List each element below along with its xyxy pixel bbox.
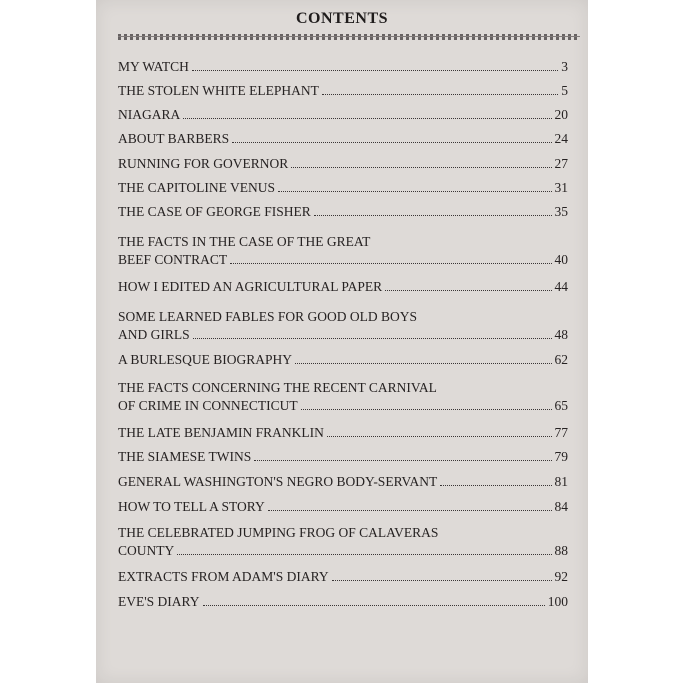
- toc-entry-title: THE CAPITOLINE VENUS: [118, 180, 275, 195]
- dot-leader: [192, 58, 558, 71]
- toc-entry-title: HOW I EDITED AN AGRICULTURAL PAPER: [118, 279, 383, 294]
- toc-entry-title: THE CELEBRATED JUMPING FROG OF CALAVERAS: [118, 525, 439, 540]
- dot-leader: [301, 397, 552, 410]
- toc-page-number: 48: [554, 327, 568, 342]
- toc-entry: [118, 424, 568, 442]
- page-title: CONTENTS: [295, 10, 389, 27]
- dot-leader: [327, 424, 552, 437]
- dot-leader: [314, 203, 552, 216]
- dot-leader: [203, 593, 545, 606]
- toc-entry-title: THE SIAMESE TWINS: [118, 449, 252, 464]
- toc-entry-title: GENERAL WASHINGTON'S NEGRO BODY-SERVANT: [118, 474, 438, 489]
- toc-entry-title: THE CASE OF GEORGE FISHER: [118, 204, 311, 219]
- dot-leader: [230, 251, 551, 264]
- toc-entry: [118, 473, 568, 491]
- toc-entry: [118, 106, 568, 124]
- toc-page-number: 5: [561, 83, 568, 98]
- toc-entry-title: EXTRACTS FROM ADAM'S DIARY: [118, 569, 329, 584]
- toc-entry-title: RUNNING FOR GOVERNOR: [118, 156, 289, 171]
- toc-entry-title: ABOUT BARBERS: [118, 131, 230, 146]
- toc-entry-title: COUNTY: [118, 543, 175, 558]
- toc-entry: [118, 351, 568, 369]
- decorative-rule: [118, 34, 580, 40]
- toc-page-number: 88: [554, 543, 568, 558]
- toc-entry: [118, 179, 568, 197]
- dot-leader: [254, 448, 551, 461]
- toc-entry: [118, 233, 568, 269]
- dot-leader: [332, 568, 552, 581]
- dot-leader: [322, 82, 558, 95]
- toc-entry: [118, 278, 568, 296]
- dot-leader: [177, 542, 551, 555]
- dot-leader: [440, 473, 551, 486]
- toc-page-number: 100: [547, 594, 568, 609]
- toc-page-number: 65: [554, 398, 568, 413]
- toc-entry-title: OF CRIME IN CONNECTICUT: [118, 398, 298, 413]
- toc-entry: [118, 498, 568, 516]
- toc-page-number: 92: [554, 569, 568, 584]
- toc-entry: [118, 524, 568, 560]
- toc-page-number: 31: [554, 180, 568, 195]
- toc-page-number: 79: [554, 449, 568, 464]
- toc-page-number: 35: [554, 204, 568, 219]
- dot-leader: [385, 278, 551, 291]
- toc-entry-title: MY WATCH: [118, 59, 189, 74]
- dot-leader: [193, 326, 552, 339]
- toc-entry-title: THE FACTS IN THE CASE OF THE GREAT: [118, 234, 371, 249]
- dot-leader: [278, 179, 552, 192]
- dot-leader: [295, 351, 551, 364]
- toc-page-number: 3: [561, 59, 568, 74]
- toc-entry: [118, 379, 568, 415]
- toc-entry: [118, 82, 568, 100]
- toc-entry: [118, 448, 568, 466]
- toc-page-number: 20: [554, 107, 568, 122]
- toc-page-number: 62: [554, 352, 568, 367]
- toc-page-number: 27: [554, 156, 568, 171]
- toc-entry-title: EVE'S DIARY: [118, 594, 200, 609]
- toc-entry: [118, 130, 568, 148]
- toc-entry-title: THE FACTS CONCERNING THE RECENT CARNIVAL: [118, 380, 437, 395]
- toc-entry-title: THE STOLEN WHITE ELEPHANT: [118, 83, 319, 98]
- toc-page-number: 40: [554, 252, 568, 267]
- dot-leader: [232, 130, 551, 143]
- toc-entry-title: SOME LEARNED FABLES FOR GOOD OLD BOYS: [118, 309, 418, 324]
- toc-page-number: 77: [554, 425, 568, 440]
- toc-entry: [118, 155, 568, 173]
- toc-page-number: 24: [554, 131, 568, 146]
- toc-page-number: 81: [554, 474, 568, 489]
- toc-entry-title: BEEF CONTRACT: [118, 252, 228, 267]
- toc-entry-title: AND GIRLS: [118, 327, 190, 342]
- dot-leader: [268, 498, 552, 511]
- toc-entry: [118, 58, 568, 76]
- toc-entry: [118, 308, 568, 344]
- toc-entry: [118, 203, 568, 221]
- toc-entry: [118, 568, 568, 586]
- toc-entry-title: THE LATE BENJAMIN FRANKLIN: [118, 425, 324, 440]
- toc-entry: [118, 593, 568, 611]
- dot-leader: [183, 106, 551, 119]
- toc-page-number: 84: [554, 499, 568, 514]
- book-page: [96, 0, 588, 683]
- toc-entry-title: A BURLESQUE BIOGRAPHY: [118, 352, 293, 367]
- toc-page-number: 44: [554, 279, 568, 294]
- dot-leader: [291, 155, 551, 168]
- toc-entry-title: NIAGARA: [118, 107, 181, 122]
- toc-entry-title: HOW TO TELL A STORY: [118, 499, 265, 514]
